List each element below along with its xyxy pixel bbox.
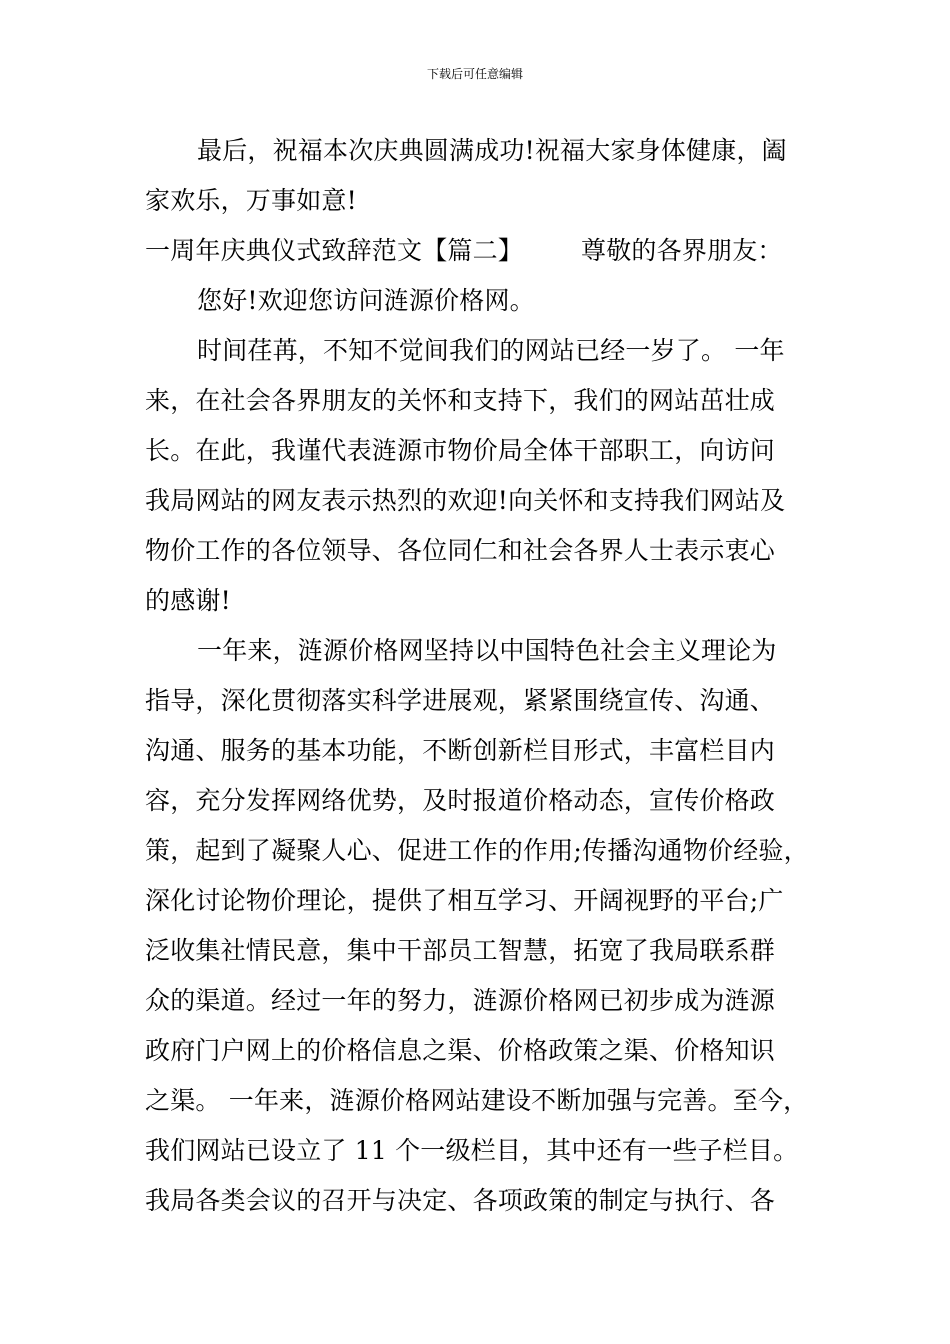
text-line: 策，起到了凝聚人心、促进工作的作用;传播沟通物价经验， [145, 836, 809, 865]
text-line: 我局网站的网友表示热烈的欢迎!向关怀和支持我们网站及 [145, 486, 786, 515]
text-line: 来，在社会各界朋友的关怀和支持下，我们的网站茁壮成 [145, 386, 776, 415]
text-line: 您好!欢迎您访问涟源价格网。 [197, 286, 535, 315]
text-line: 之渠。 一年来，涟源价格网站建设不断加强与完善。至今， [145, 1086, 809, 1115]
text-line: 时间荏苒，不知不觉间我们的网站已经一岁了。 一年 [197, 336, 785, 365]
text-line: 的感谢! [145, 586, 231, 615]
salutation: 尊敬的各界朋友： [581, 236, 783, 265]
text-line: 沟通、服务的基本功能，不断创新栏目形式，丰富栏目内 [145, 736, 776, 765]
text-line: 众的渠道。经过一年的努力，涟源价格网已初步成为涟源 [145, 986, 776, 1015]
text-line: 指导，深化贯彻落实科学进展观，紧紧围绕宣传、沟通、 [145, 686, 776, 715]
text-line: 政府门户网上的价格信息之渠、价格政策之渠、价格知识 [145, 1036, 776, 1065]
text-line: 一年来，涟源价格网坚持以中国特色社会主义理论为 [197, 636, 777, 665]
text-line: 深化讨论物价理论，提供了相互学习、开阔视野的平台;广 [145, 886, 784, 915]
text-line: 我们网站已设立了 11 个一级栏目，其中还有一些子栏目。 [145, 1136, 799, 1165]
text-line: 我局各类会议的召开与决定、各项政策的制定与执行、各 [145, 1186, 776, 1215]
document-body [145, 126, 825, 1226]
section-heading: 一周年庆典仪式致辞范文【篇二】 [145, 236, 524, 265]
text-line: 最后，祝福本次庆典圆满成功!祝福大家身体健康，阖 [197, 136, 787, 165]
text-line: 物价工作的各位领导、各位同仁和社会各界人士表示衷心 [145, 536, 776, 565]
text-line: 泛收集社情民意，集中干部员工智慧，拓宽了我局联系群 [145, 936, 776, 965]
text-line: 家欢乐，万事如意! [145, 186, 357, 215]
text-line: 长。在此，我谨代表涟源市物价局全体干部职工，向访问 [145, 436, 776, 465]
text-line-heading [145, 226, 825, 276]
text-line: 容，充分发挥网络优势，及时报道价格动态，宣传价格政 [145, 786, 776, 815]
page-header: 下载后可任意编辑 [426, 67, 523, 81]
